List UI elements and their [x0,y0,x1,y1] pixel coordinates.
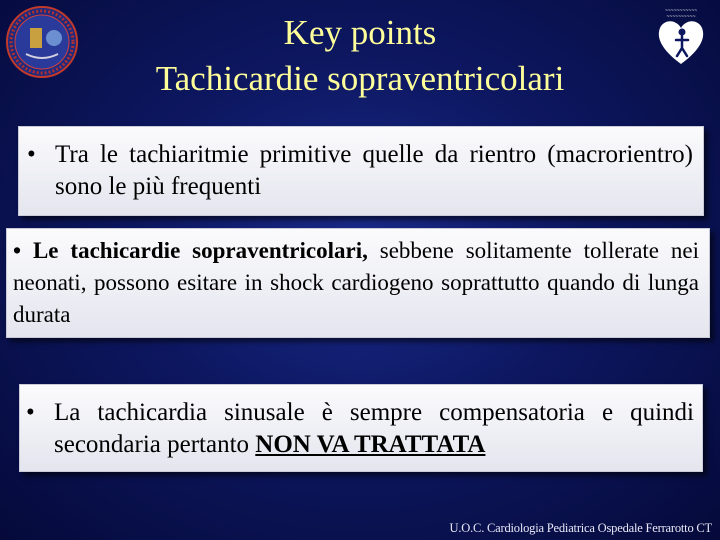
key-point-box-3 [19,384,703,472]
university-seal-icon [4,4,80,80]
key-point-text-1: Tra le tachiaritmie primitive quelle da rientro (macrorientro) sono le più frequenti [55,141,693,200]
key-point-bold-text-2: Le tachicardie sopraventricolari, [32,238,368,263]
svg-text:~~~~~~~~~~: ~~~~~~~~~~ [666,14,696,20]
bullet-marker: • [13,238,22,263]
key-point-text-3: La tachicardia sinusale è sempre compensatoria e quindi secondaria pertanto [54,399,694,458]
slide-title: Key points [283,13,437,52]
bullet-marker: • [26,399,35,426]
svg-text:~~~~~~~~~~~: ~~~~~~~~~~~ [664,8,698,14]
key-point-text-2: sebbene solitamente tollerate nei neonati, possono esitare in shock cardiogeno soprattutto quando di lunga durata [13,238,700,327]
slide-subtitle: Tachicardie sopraventricolari [155,59,565,98]
key-point-emphasis-3: NON VA TRATTATA [255,431,486,458]
key-point-box-1 [18,126,704,216]
footer-credit: U.O.C. Cardiologia Pediatrica Ospedale Ferrarotto CT [449,521,712,535]
bullet-marker: • [27,141,36,168]
key-point-box-2 [6,228,710,338]
pediatric-cardiology-heart-logo-icon [652,6,710,66]
